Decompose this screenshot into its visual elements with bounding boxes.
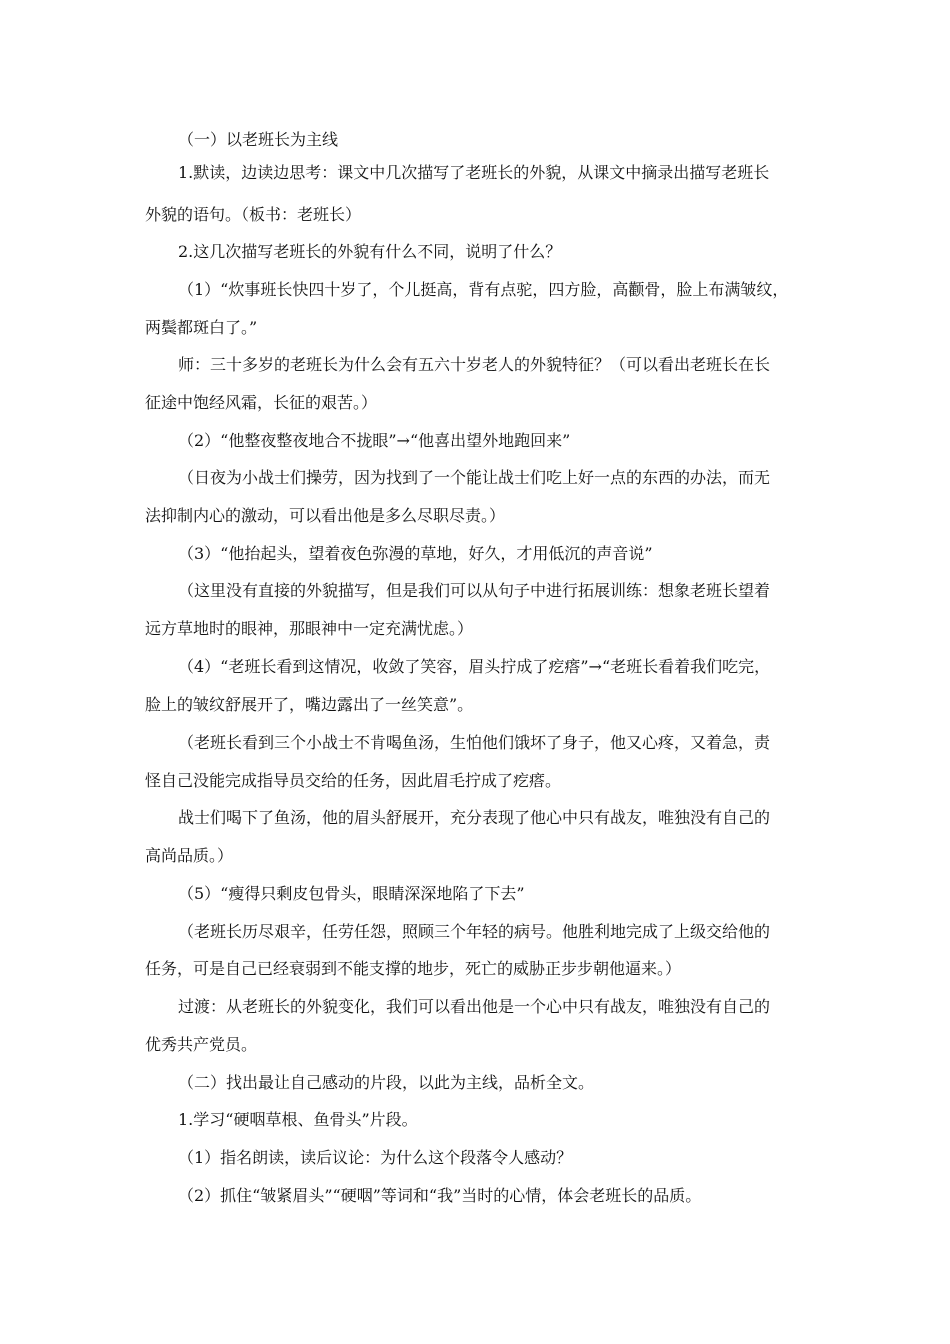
text-line: （一）以老班长为主线: [178, 130, 339, 149]
text-line: 脸上的皱纹舒展开了，嘴边露出了一丝笑意”。: [145, 695, 474, 714]
text-line: 两鬓都斑白了。”: [145, 318, 258, 337]
text-line: 任务，可是自己已经衰弱到不能支撑的地步，死亡的威胁正步步朝他逼来。）: [145, 959, 682, 978]
text-line: 远方草地时的眼神，那眼神中一定充满忧虑。）: [145, 619, 474, 638]
text-line: （这里没有直接的外貌描写，但是我们可以从句子中进行拓展训练：想象老班长望着: [178, 581, 771, 600]
text-line: （老班长看到三个小战士不肯喝鱼汤，生怕他们饿坏了身子，他又心疼，又着急，责: [178, 733, 771, 752]
text-line: 2.这几次描写老班长的外貌有什么不同，说明了什么？: [178, 242, 562, 261]
text-line: （4）“老班长看到这情况，收敛了笑容，眉头拧成了疙瘩”→“老班长看着我们吃完，: [178, 657, 771, 676]
text-line: 法抑制内心的激动，可以看出他是多么尽职尽责。）: [145, 506, 506, 525]
text-line: 战士们喝下了鱼汤，他的眉头舒展开，充分表现了他心中只有战友，唯独没有自己的: [178, 808, 771, 827]
text-line: （日夜为小战士们操劳，因为找到了一个能让战士们吃上好一点的东西的办法，而无: [178, 468, 771, 487]
text-line: 外貌的语句。（板书：老班长）: [145, 205, 362, 224]
text-line: 优秀共产党员。: [145, 1035, 258, 1054]
text-line: （二）找出最让自己感动的片段，以此为主线，品析全文。: [178, 1073, 595, 1092]
text-line: 征途中饱经风霜，长征的艰苦。）: [145, 393, 378, 412]
text-line: （2）抓住“皱紧眉头”“硬咽”等词和“我”当时的心情，体会老班长的品质。: [178, 1186, 702, 1205]
text-line: 师：三十多岁的老班长为什么会有五六十岁老人的外貌特征？（可以看出老班长在长: [178, 355, 771, 374]
text-line: （老班长历尽艰辛，任劳任怨，照顾三个年轻的病号。他胜利地完成了上级交给他的: [178, 922, 771, 941]
text-line: 高尚品质。）: [145, 846, 234, 865]
text-line: （2）“他整夜整夜地合不拢眼”→“他喜出望外地跑回来”: [178, 431, 571, 450]
text-line: （5）“瘦得只剩皮包骨头，眼睛深深地陷了下去”: [178, 884, 525, 903]
text-line: （1）“炊事班长快四十岁了，个儿挺高，背有点驼，四方脸，高颧骨，脸上布满皱纹，: [178, 280, 789, 299]
text-line: （1）指名朗读，读后议论：为什么这个段落令人感动？: [178, 1148, 573, 1167]
text-line: （3）“他抬起头，望着夜色弥漫的草地，好久，才用低沉的声音说”: [178, 544, 653, 563]
text-line: 1.学习“硬咽草根、鱼骨头”片段。: [178, 1110, 418, 1129]
text-line: 过渡：从老班长的外貌变化，我们可以看出他是一个心中只有战友，唯独没有自己的: [178, 997, 771, 1016]
text-line: 怪自己没能完成指导员交给的任务，因此眉毛拧成了疙瘩。: [145, 771, 562, 790]
text-line: 1.默读，边读边思考：课文中几次描写了老班长的外貌，从课文中摘录出描写老班长: [178, 163, 770, 182]
